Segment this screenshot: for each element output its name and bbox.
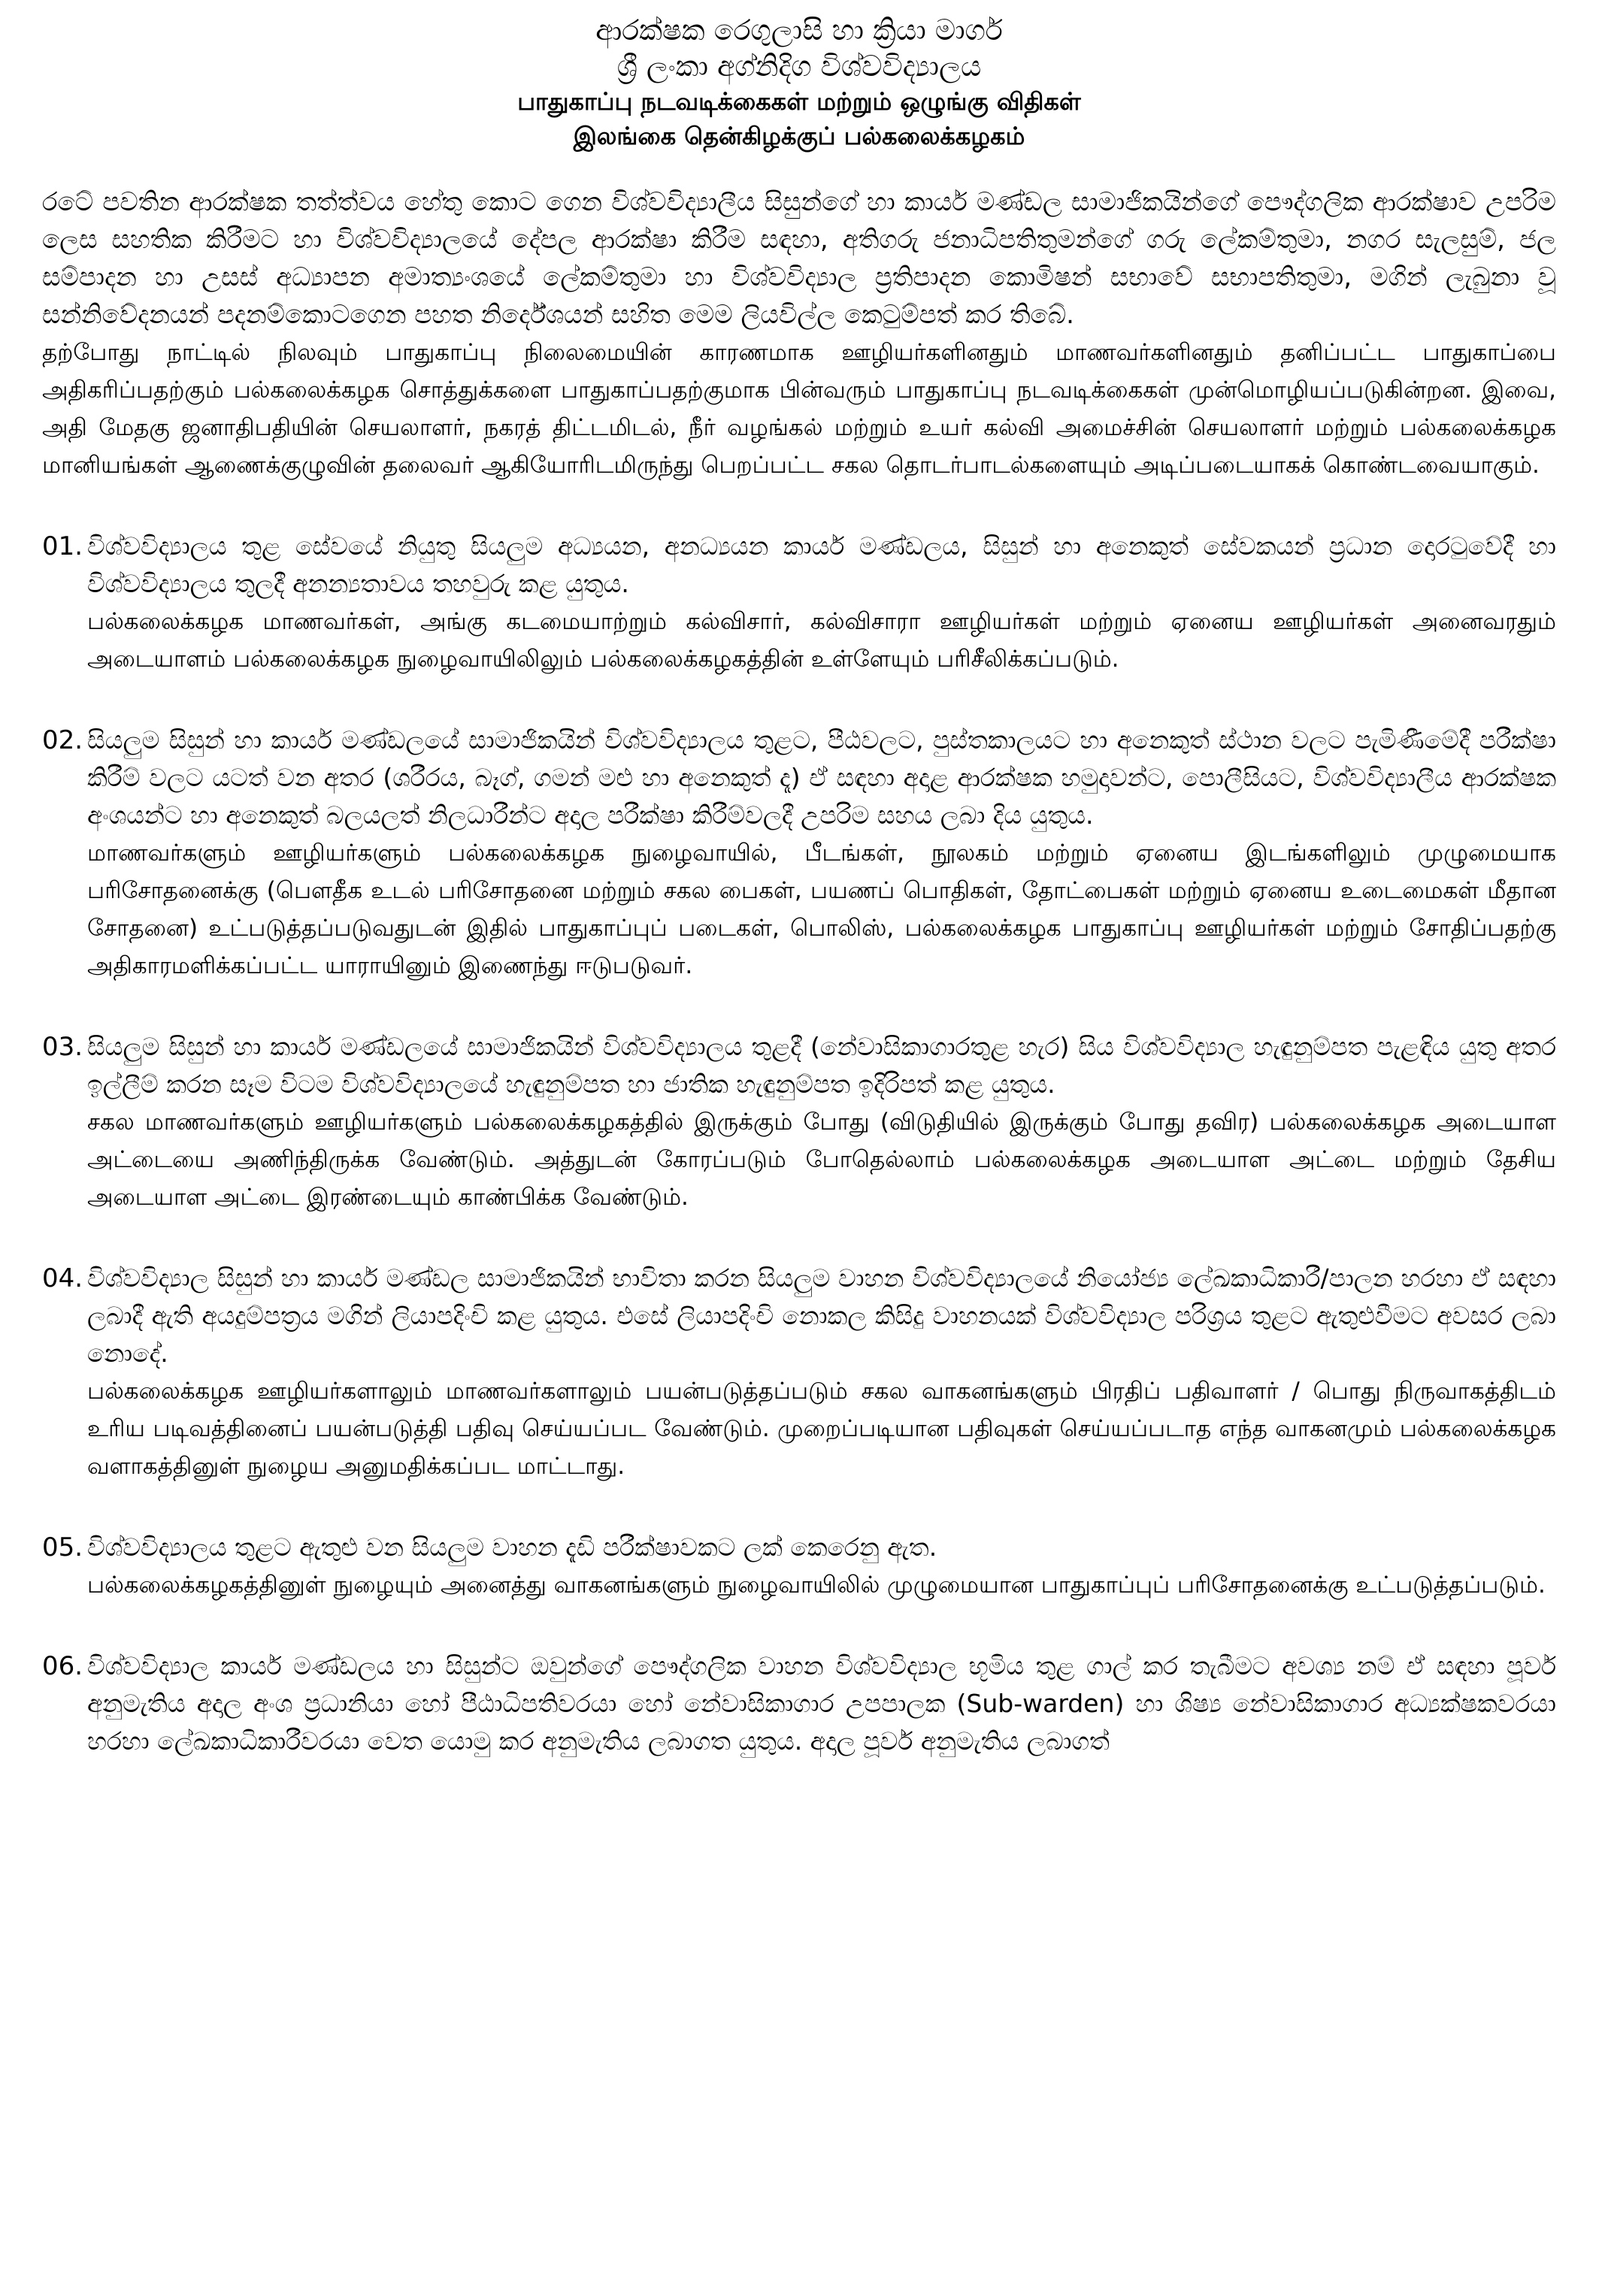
- item-text-tamil: பல்கலைக்கழகத்தினுள் நுழையும் அனைத்து வாகனங்களும் நுழைவாயிலில் முழுமையான பாதுகாப்புப் பரிசோதனைக்கு உட்படுத்தப்படும்.: [87, 1572, 1546, 1599]
- item-number: 06.: [42, 1651, 83, 1681]
- title-tamil-line-1: பாதுகாப்பு நடவடிக்கைகள் மற்றும் ஒழுங்கு விதிகள்: [517, 87, 1081, 116]
- item-number: 02.: [42, 725, 83, 755]
- introduction: [42, 183, 1556, 484]
- document-page: [42, 8, 1556, 2292]
- item-text-sinhala: සියලුම සිසුන් හා කාර්ය මණ්ඩලයේ සාමාජිකයින් විශ්වවිද්‍යාලය තුළට, පීඨවලට, පුස්තකාලයට හා අනෙකුත් ස්ථාන වලට පැමිණීමේදී පරීක්ෂා කිරීම් වලට යටත් වන අතර (ශරීරය, බෑග්, ගමන් මළු හා අනෙකුත් දෑ) ඒ සඳහා අදාළ ආරක්ෂක හමුදාවන්ට, පොලීසියට, විශ්වවිද්‍යාලීය ආරක්ෂක අංශයන්ට හා අනෙකුත් බලයලත් නිලධාරීන්ට අදාල පරීක්ෂා කිරීම්වලදී උපරිම සහය ලබා දිය යුතුය.: [87, 725, 1556, 830]
- list-item: [42, 1028, 1556, 1216]
- item-text-sinhala: සියලුම සිසුන් හා කාර්ය මණ්ඩලයේ සාමාජිකයින් විශ්වවිද්‍යාලය තුළදී (නේවාසිකාගාරතුළ හැර) සිය විශ්වවිද්‍යාල හැඳුනුම්පත පැළඳිය යුතු අතර ඉල්ලීම් කරන සෑම විටම විශ්වවිද්‍යාලයේ හැඳුනුම්පත හා ජාතික හැඳුනුම්පත ඉදිරිපත් කළ යුතුය.: [87, 1032, 1556, 1099]
- document-header: [42, 12, 1556, 153]
- item-text-tamil: பல்கலைக்கழக மாணவர்கள், அங்கு கடமையாற்றும் கல்விசார், கல்விசாரா ஊழியர்கள் மற்றும் ஏனைய ஊழியர்கள் அனைவரதும் அடையாளம் பல்கலைக்கழக நுழைவாயிலிலும் பல்கலைக்கழகத்தின் உள்ளேயும் பரிசீலிக்கப்படும்.: [87, 608, 1556, 673]
- item-text-tamil: பல்கலைக்கழக ஊழியர்களாலும் மாணவர்களாலும் பயன்படுத்தப்படும் சகல வாகனங்களும் பிரதிப் பதிவாளர் / பொது நிருவாகத்திடம் உரிய படிவத்தினைப் பயன்படுத்தி பதிவு செய்யப்பட வேண்டும். முறைப்படியான பதிவுகள் செய்யப்படாத எந்த வாகனமும் பல்கலைக்கழக வளாகத்தினுள் நுழைய அனுமதிக்கப்பட மாட்டாது.: [87, 1378, 1556, 1480]
- item-number: 03.: [42, 1032, 83, 1062]
- item-number: 01.: [42, 531, 83, 561]
- item-text-sinhala: විශ්වවිද්‍යාලය තුළට ඇතුළු වන සියලුම වාහන දැඩි පරීක්ෂාවකට ලක් කෙරෙනු ඇත.: [87, 1532, 937, 1562]
- item-text-sinhala: විශ්වවිද්‍යාල කාර්ය මණ්ඩලය හා සිසුන්ට ඔවුන්ගේ පෞද්ගලික වාහන විශ්වවිද්‍යාල භූමිය තුළ ගාල් කර තැබීමට අවශ්‍ය නම් ඒ සඳහා පූර්ව අනුමැතිය අදාල අංශ ප්‍රධානියා හෝ පීඨාධිපතිවරයා හෝ නේවාසිකාගාර උපපාලක (Sub-warden) හා ශිෂ්‍ය නේවාසිකාගාර අධ්‍යක්ෂකවරයා හරහා ලේඛකාධිකාරීවරයා වෙත යොමු කර අනුමැතිය ලබාගත යුතුය. අදාල පූර්ව අනුමැතිය ලබාගත්: [87, 1651, 1556, 1756]
- list-item: [42, 1529, 1556, 1604]
- intro-paragraph-tamil: தற்போது நாட்டில் நிலவும் பாதுகாப்பு நிலைமையின் காரணமாக ஊழியர்களினதும் மாணவர்களினதும் தனிப்பட்ட பாதுகாப்பை அதிகரிப்பதற்கும் பல்கலைக்கழக சொத்துக்களை பாதுகாப்பதற்குமாக பின்வரும் பாதுகாப்பு நடவடிக்கைகள் முன்மொழியப்படுகின்றன. இவை, அதி மேதகு ஜனாதிபதியின் செயலாளர், நகரத் திட்டமிடல், நீர் வழங்கல் மற்றும் உயர் கல்வி அமைச்சின் செயலாளர் மற்றும் பல்கலைக்கழக மானியங்கள் ஆணைக்குழுவின் தலைவர் ஆகியோரிடமிருந்து பெறப்பட்ட சகல தொடர்பாடல்களையும் அடிப்படையாகக் கொண்டவையாகும்.: [42, 339, 1556, 479]
- list-item: [42, 1260, 1556, 1485]
- title-sinhala-line-1: ආරක්ෂක රෙගුලාසි හා ක්‍රියා මාර්ග: [595, 14, 1003, 47]
- item-text-tamil: மாணவர்களும் ஊழியர்களும் பல்கலைக்கழக நுழைவாயில், பீடங்கள், நூலகம் மற்றும் ஏனைய இடங்களிலும் முழுமையாக பரிசோதனைக்கு (பௌதீக உடல் பரிசோதனை மற்றும் சகல பைகள், பயணப் பொதிகள், தோட்பைகள் மற்றும் ஏனைய உடைமைகள் மீதான சோதனை) உட்படுத்தப்படுவதுடன் இதில் பாதுகாப்புப் படைகள், பொலிஸ், பல்கலைக்கழக பாதுகாப்பு ஊழியர்கள் மற்றும் சோதிப்பதற்கு அதிகாரமளிக்கப்பட்ட யாராயினும் இணைந்து ஈடுபடுவர்.: [87, 839, 1556, 979]
- item-text-tamil: சகல மாணவர்களும் ஊழியர்களும் பல்கலைக்கழகத்தில் இருக்கும் போது (விடுதியில் இருக்கும் போது தவிர) பல்கலைக்கழக அடையாள அட்டையை அணிந்திருக்க வேண்டும். அத்துடன் கோரப்படும் போதெல்லாம் பல்கலைக்கழக அடையாள அட்டை மற்றும் தேசிய அடையாள அட்டை இரண்டையும் காண்பிக்க வேண்டும்.: [87, 1109, 1556, 1211]
- item-text-sinhala: විශ්වවිද්‍යාල සිසුන් හා කාර්ය මණ්ඩල සාමාජිකයින් භාවිතා කරන සියලුම වාහන විශ්වවිද්‍යාලයේ නියෝජ්‍ය ලේඛකාධිකාරී/පාලන හරහා ඒ සඳහා ලබාදී ඇති අයදුම්පත්‍රය මගින් ලියාපදිංචි කළ යුතුය. එසේ ලියාපදිංචි නොකල කිසිදු වාහනයක් විශ්වවිද්‍යාල පරිශ්‍රය තුළට ඇතුළුවීමට අවසර ලබා නොදේ.: [87, 1263, 1556, 1368]
- list-item: [42, 721, 1556, 985]
- item-text-sinhala: විශ්වවිද්‍යාලය තුළ සේවයේ නියුතු සියලුම අධ්‍යයන, අනධ්‍යයන කාර්ය මණ්ඩලය, සිසුන් හා අනෙකුත් සේවකයන් ප්‍රධාන දොරටුවේදී හා විශ්වවිද්‍යාලය තුලදී අනන්‍යතාවය තහවුරු කළ යුතුය.: [87, 531, 1556, 598]
- item-number: 05.: [42, 1532, 83, 1562]
- title-tamil-line-2: இலங்கை தென்கிழக்குப் பல்கலைக்கழகம்: [573, 122, 1025, 150]
- list-item: [42, 1647, 1556, 1760]
- item-number: 04.: [42, 1263, 83, 1293]
- title-sinhala-line-2: ශ්‍රී ලංකා අග්නිදිග විශ්වවිද්‍යාලය: [616, 50, 982, 83]
- list-item: [42, 528, 1556, 678]
- intro-paragraph-sinhala: රටේ පවතින ආරක්ෂක තත්ත්වය හේතු කොට ගෙන විශ්වවිද්‍යාලීය සිසුන්ගේ හා කාර්ය මණ්ඩල සාමාජිකයින්ගේ පෞද්ගලික ආරක්ෂාව උපරිම ලෙස සහතික කිරීමට හා විශ්වවිද්‍යාලයේ දේපල ආරක්ෂා කිරීම සඳහා, අතිගරු ජනාධිපතිතුමන්ගේ ගරු ලේකම්තුමා, නගර සැලසුම්, ජල සම්පාදන හා උසස් අධ්‍යාපන අමාත්‍යංශයේ ලේකම්තුමා හා විශ්වවිද්‍යාල ප්‍රතිපාදන කොමිෂන් සභාවේ සභාපතිතුමා, මගින් ලැබුනා වූ සන්නිවේදනයන් පදනම්කොටගෙන පහත නිර්දේශයන් සහිත මෙම ලියවිල්ල කෙටුම්පත් කර තිබේ.: [42, 187, 1556, 330]
